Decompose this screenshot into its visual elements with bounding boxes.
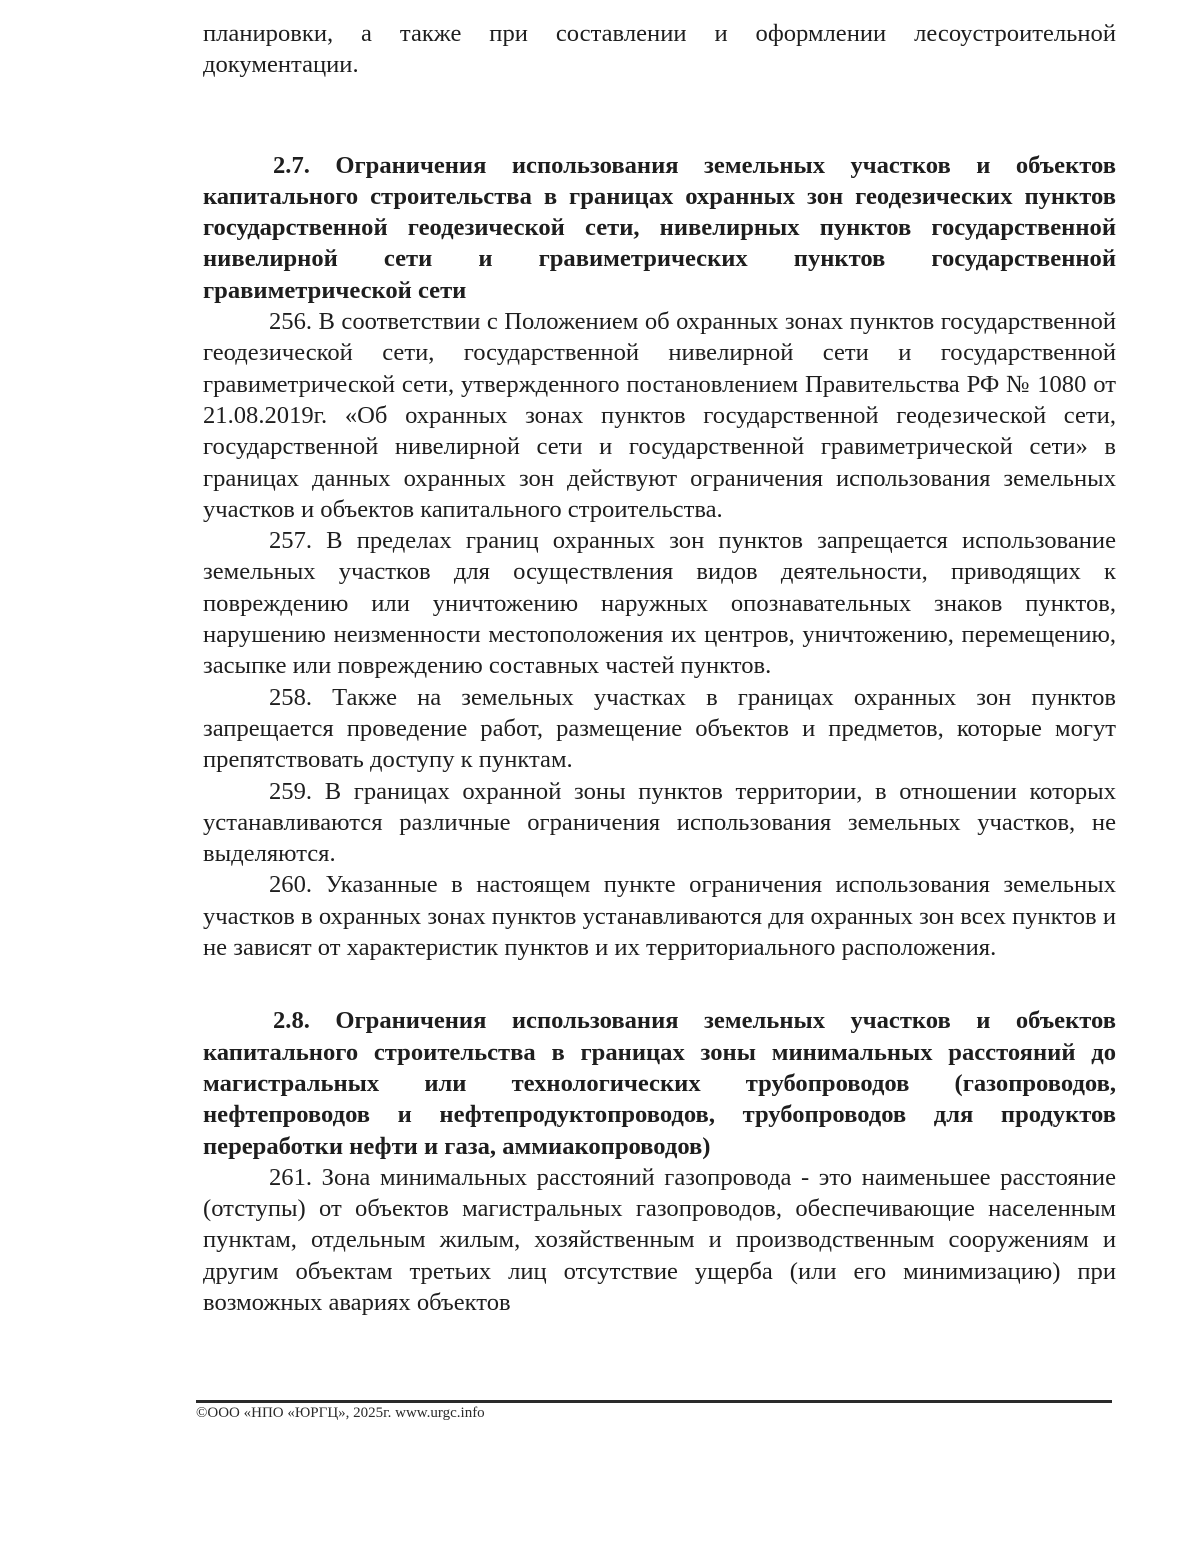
- paragraph-257: 257. В пределах границ охранных зон пунктов запрещается использование земельных участков для осуществления видов деятельности, приводящих к повреждению или уничтожению наружных опознавательных знаков пунктов, нарушению неизменности местоположения их центров, уничтожению, перемещению, засыпке или повреждению составных частей пунктов.: [203, 527, 1116, 680]
- paragraph-261: 261. Зона минимальных расстояний газопровода - это наименьшее расстояние (отступы) от объектов магистральных газопроводов, обеспечивающие населенным пунктам, отдельным жилым, хозяйственным и производственным сооружениям и другим объектам третьих лиц отсутствие ущерба (или его минимизацию) при возможных авариях объектов: [203, 1163, 1116, 1316]
- paragraph-256: 256. В соответствии с Положением об охранных зонах пунктов государственной геодезической сети, государственной нивелирной сети и государственной гравиметрической сети, утвержденного постановлением Правительства РФ № 1080 от 21.08.2019г. «Об охранных зонах пунктов государственной геодезической сети, государственной нивелирной сети и государственной гравиметрической сети» в границах данных охранных зон действуют ограничения использования земельных участков и объектов капитального строительства.: [203, 308, 1116, 523]
- document-page: [203, 18, 1116, 1318]
- paragraph-258: 258. Также на земельных участках в границах охранных зон пунктов запрещается проведение работ, размещение объектов и предметов, которые могут препятствовать доступу к пунктам.: [203, 683, 1116, 774]
- paragraph-259: 259. В границах охранной зоны пунктов территории, в отношении которых устанавливаются различные ограничения использования земельных участков, не выделяются.: [203, 777, 1116, 868]
- section-2-7-heading: 2.7. Ограничения использования земельных участков и объектов капитального строительства в границах охранных зон геодезических пунктов государственной геодезической сети, нивелирных пунктов государственной нивелирной сети и гравиметрических пунктов государственной гравиметрической сети: [203, 151, 1116, 304]
- footer-divider: [196, 1400, 1112, 1403]
- paragraph-260: 260. Указанные в настоящем пункте ограничения использования земельных участков в охранных зонах пунктов устанавливаются для охранных зон всех пунктов и не зависят от характеристик пунктов и их территориального расположения.: [203, 871, 1116, 962]
- footer-copyright: ©ООО «НПО «ЮРГЦ», 2025г. www.urgc.info: [196, 1405, 485, 1421]
- section-2-8-heading: 2.8. Ограничения использования земельных участков и объектов капитального строительства в границах зоны минимальных расстояний до магистральных или технологических трубопроводов (газопроводов, нефтепроводов и нефтепродуктопроводов, трубопроводов для продуктов переработки нефти и газа, аммиакопроводов): [203, 1007, 1116, 1160]
- intro-text: планировки, а также при составлении и оформлении лесоустроительной документации.: [203, 20, 1116, 79]
